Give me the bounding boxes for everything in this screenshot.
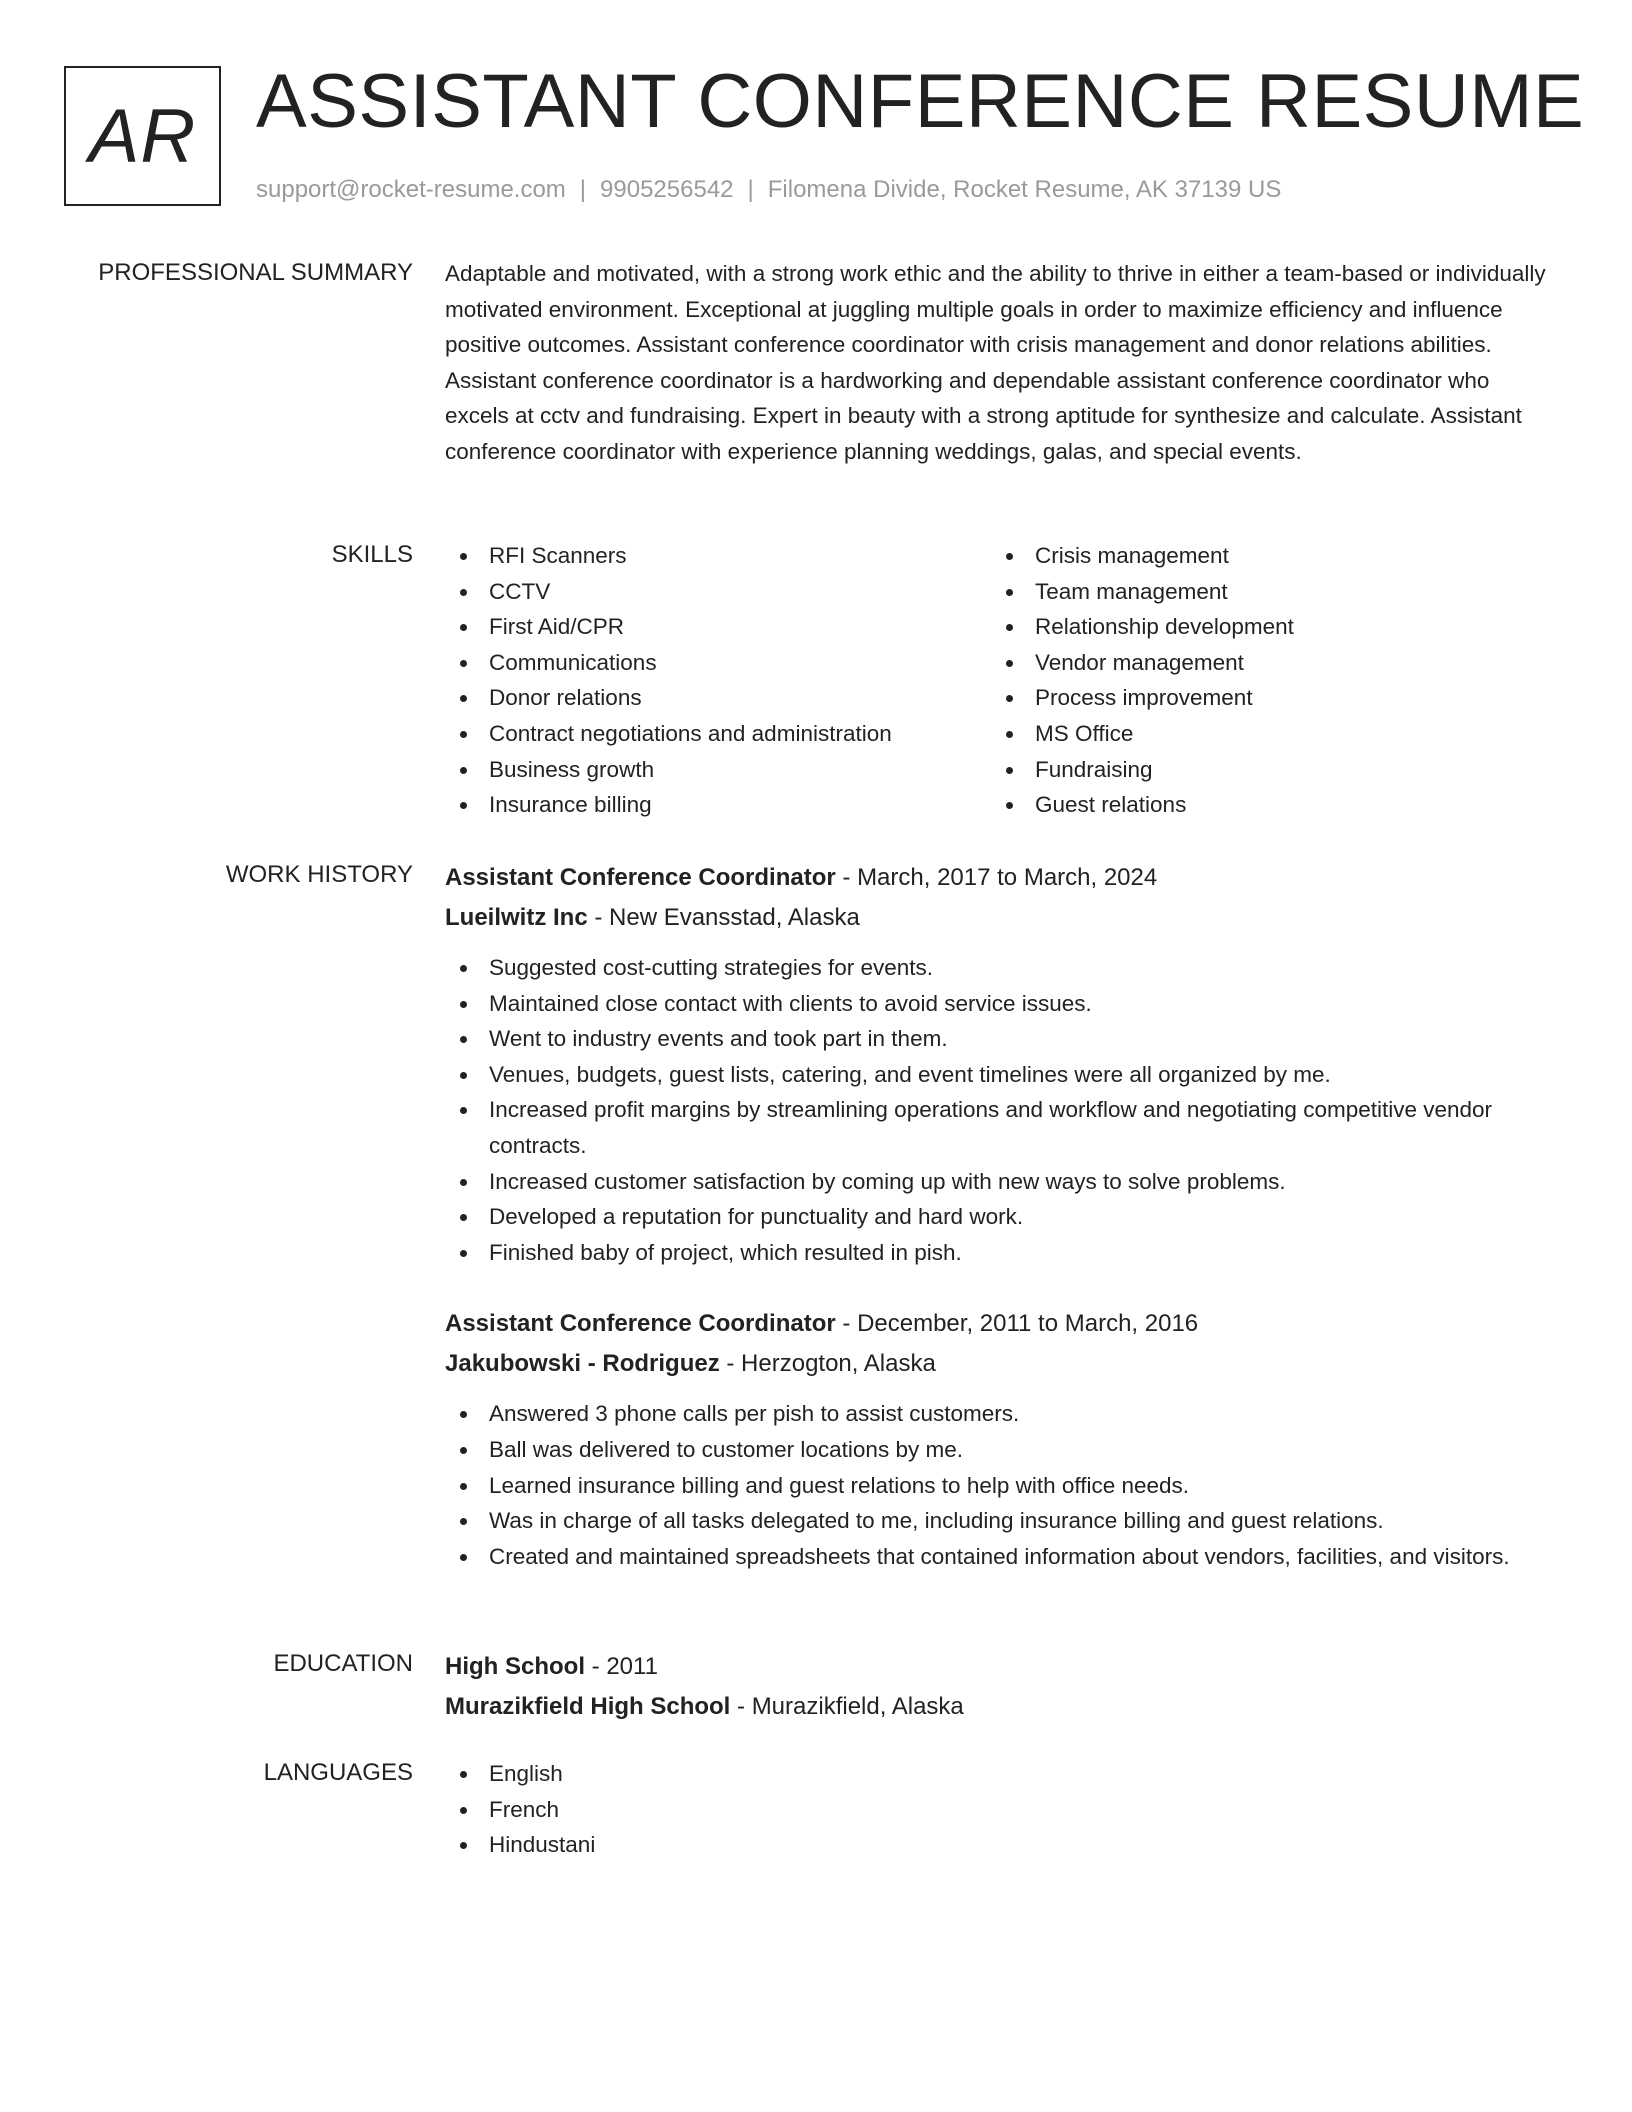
job-company-line (445, 1344, 1557, 1384)
skill-item: Fundraising (991, 752, 1537, 788)
skill-item: Process improvement (991, 680, 1537, 716)
language-item: Hindustani (445, 1827, 1557, 1863)
skill-item: Relationship development (991, 609, 1537, 645)
job-bullet: Was in charge of all tasks delegated to me, including insurance billing and guest relations. (445, 1503, 1557, 1539)
summary-text: Adaptable and motivated, with a strong work ethic and the ability to thrive in either a team-based or individually motivated environment. Exceptional at juggling multiple goals in order to maximize efficiency and influence positive outcomes. Assistant conference coordinator with crisis management and donor relations abilities. Assistant conference coordinator is a hardworking and dependable assistant conference coordinator who excels at cctv and fundraising. Expert in beauty with a strong aptitude for synthesize and calculate. Assistant conference coordinator with experience planning weddings, galas, and special events. (445, 261, 1546, 464)
summary-body (445, 256, 1557, 470)
job-bullet: Increased customer satisfaction by coming up with new ways to solve problems. (445, 1164, 1557, 1200)
skill-item: Guest relations (991, 787, 1537, 823)
education-school: Murazikfield High School (445, 1693, 731, 1720)
education-location: - Murazikfield, Alaska (730, 1693, 964, 1720)
job-bullet: Developed a reputation for punctuality and hard work. (445, 1199, 1557, 1235)
job-company-line (445, 898, 1557, 938)
job-title: Assistant Conference Coordinator (445, 1310, 836, 1338)
job-dates: - March, 2017 to March, 2024 (835, 864, 1158, 891)
job-bullet: Created and maintained spreadsheets that contained information about vendors, facilities, and visitors. (445, 1539, 1557, 1575)
job-location: - Herzogton, Alaska (719, 1350, 936, 1378)
skill-item: Vendor management (991, 645, 1537, 681)
contact-separator: | (579, 176, 587, 203)
education-year: - 2011 (585, 1653, 658, 1680)
languages-body (445, 1756, 1557, 1863)
section-label-summary: PROFESSIONAL SUMMARY (98, 259, 413, 286)
job-bullet: Answered 3 phone calls per pish to assist customers. (445, 1396, 1557, 1432)
job-bullet: Went to industry events and took part in them. (445, 1021, 1557, 1057)
education-body (445, 1647, 1557, 1727)
section-label-education: EDUCATION (273, 1650, 413, 1677)
job-bullet: Venues, budgets, guest lists, catering, and event timelines were all organized by me. (445, 1057, 1557, 1093)
job-title-line (445, 1304, 1557, 1344)
skill-item: Crisis management (991, 538, 1537, 574)
section-label-languages: LANGUAGES (263, 1759, 413, 1786)
skill-item: Business growth (445, 752, 991, 788)
job-bullet-list (445, 950, 1557, 1270)
job-entry (445, 858, 1557, 1270)
job-entry (445, 1304, 1557, 1574)
job-company: Lueilwitz Inc (445, 904, 588, 931)
section-label-skills: SKILLS (331, 541, 413, 568)
skill-item: Insurance billing (445, 787, 991, 823)
education-degree: High School (445, 1653, 585, 1680)
language-item: French (445, 1792, 1557, 1828)
education-school-line (445, 1687, 1557, 1727)
skill-item: MS Office (991, 716, 1537, 752)
languages-list (445, 1756, 1557, 1863)
job-bullet: Suggested cost-cutting strategies for events. (445, 950, 1557, 986)
job-bullet: Ball was delivered to customer locations by me. (445, 1432, 1557, 1468)
job-dates: - December, 2011 to March, 2016 (835, 1310, 1199, 1338)
skills-list-left (445, 538, 991, 823)
contact-email: support@rocket-resume.com (256, 176, 566, 203)
language-item: English (445, 1756, 1557, 1792)
job-title-line (445, 858, 1557, 898)
skills-list-right (991, 538, 1537, 823)
contact-separator: | (747, 176, 754, 203)
education-degree-line (445, 1647, 1557, 1687)
skill-item: First Aid/CPR (445, 609, 991, 645)
skill-item: Communications (445, 645, 991, 681)
skill-item: Team management (991, 574, 1537, 610)
skill-item: Donor relations (445, 680, 991, 716)
skill-item: RFI Scanners (445, 538, 991, 574)
job-bullet: Maintained close contact with clients to avoid service issues. (445, 986, 1557, 1022)
contact-phone: 9905256542 (600, 176, 734, 203)
monogram-initials: AR (88, 93, 197, 179)
job-bullet: Learned insurance billing and guest relations to help with office needs. (445, 1468, 1557, 1504)
job-bullet: Increased profit margins by streamlining operations and workflow and negotiating competitive vendor contracts. (445, 1092, 1557, 1163)
resume-title: ASSISTANT CONFERENCE RESUME (256, 59, 1585, 144)
job-bullet-list (445, 1396, 1557, 1574)
skill-item: Contract negotiations and administration (445, 716, 991, 752)
skills-body (445, 538, 1557, 823)
skill-item: CCTV (445, 574, 991, 610)
section-label-work-history: WORK HISTORY (225, 861, 413, 888)
job-bullet: Finished baby of project, which resulted in pish. (445, 1235, 1557, 1271)
job-title: Assistant Conference Coordinator (445, 864, 836, 891)
contact-address: Filomena Divide, Rocket Resume, AK 37139 US (767, 176, 1282, 203)
work-history-body (445, 858, 1557, 1574)
monogram-badge (64, 66, 221, 206)
job-company: Jakubowski - Rodriguez (445, 1350, 720, 1378)
contact-line (256, 174, 1281, 206)
job-location: - New Evansstad, Alaska (587, 904, 860, 931)
